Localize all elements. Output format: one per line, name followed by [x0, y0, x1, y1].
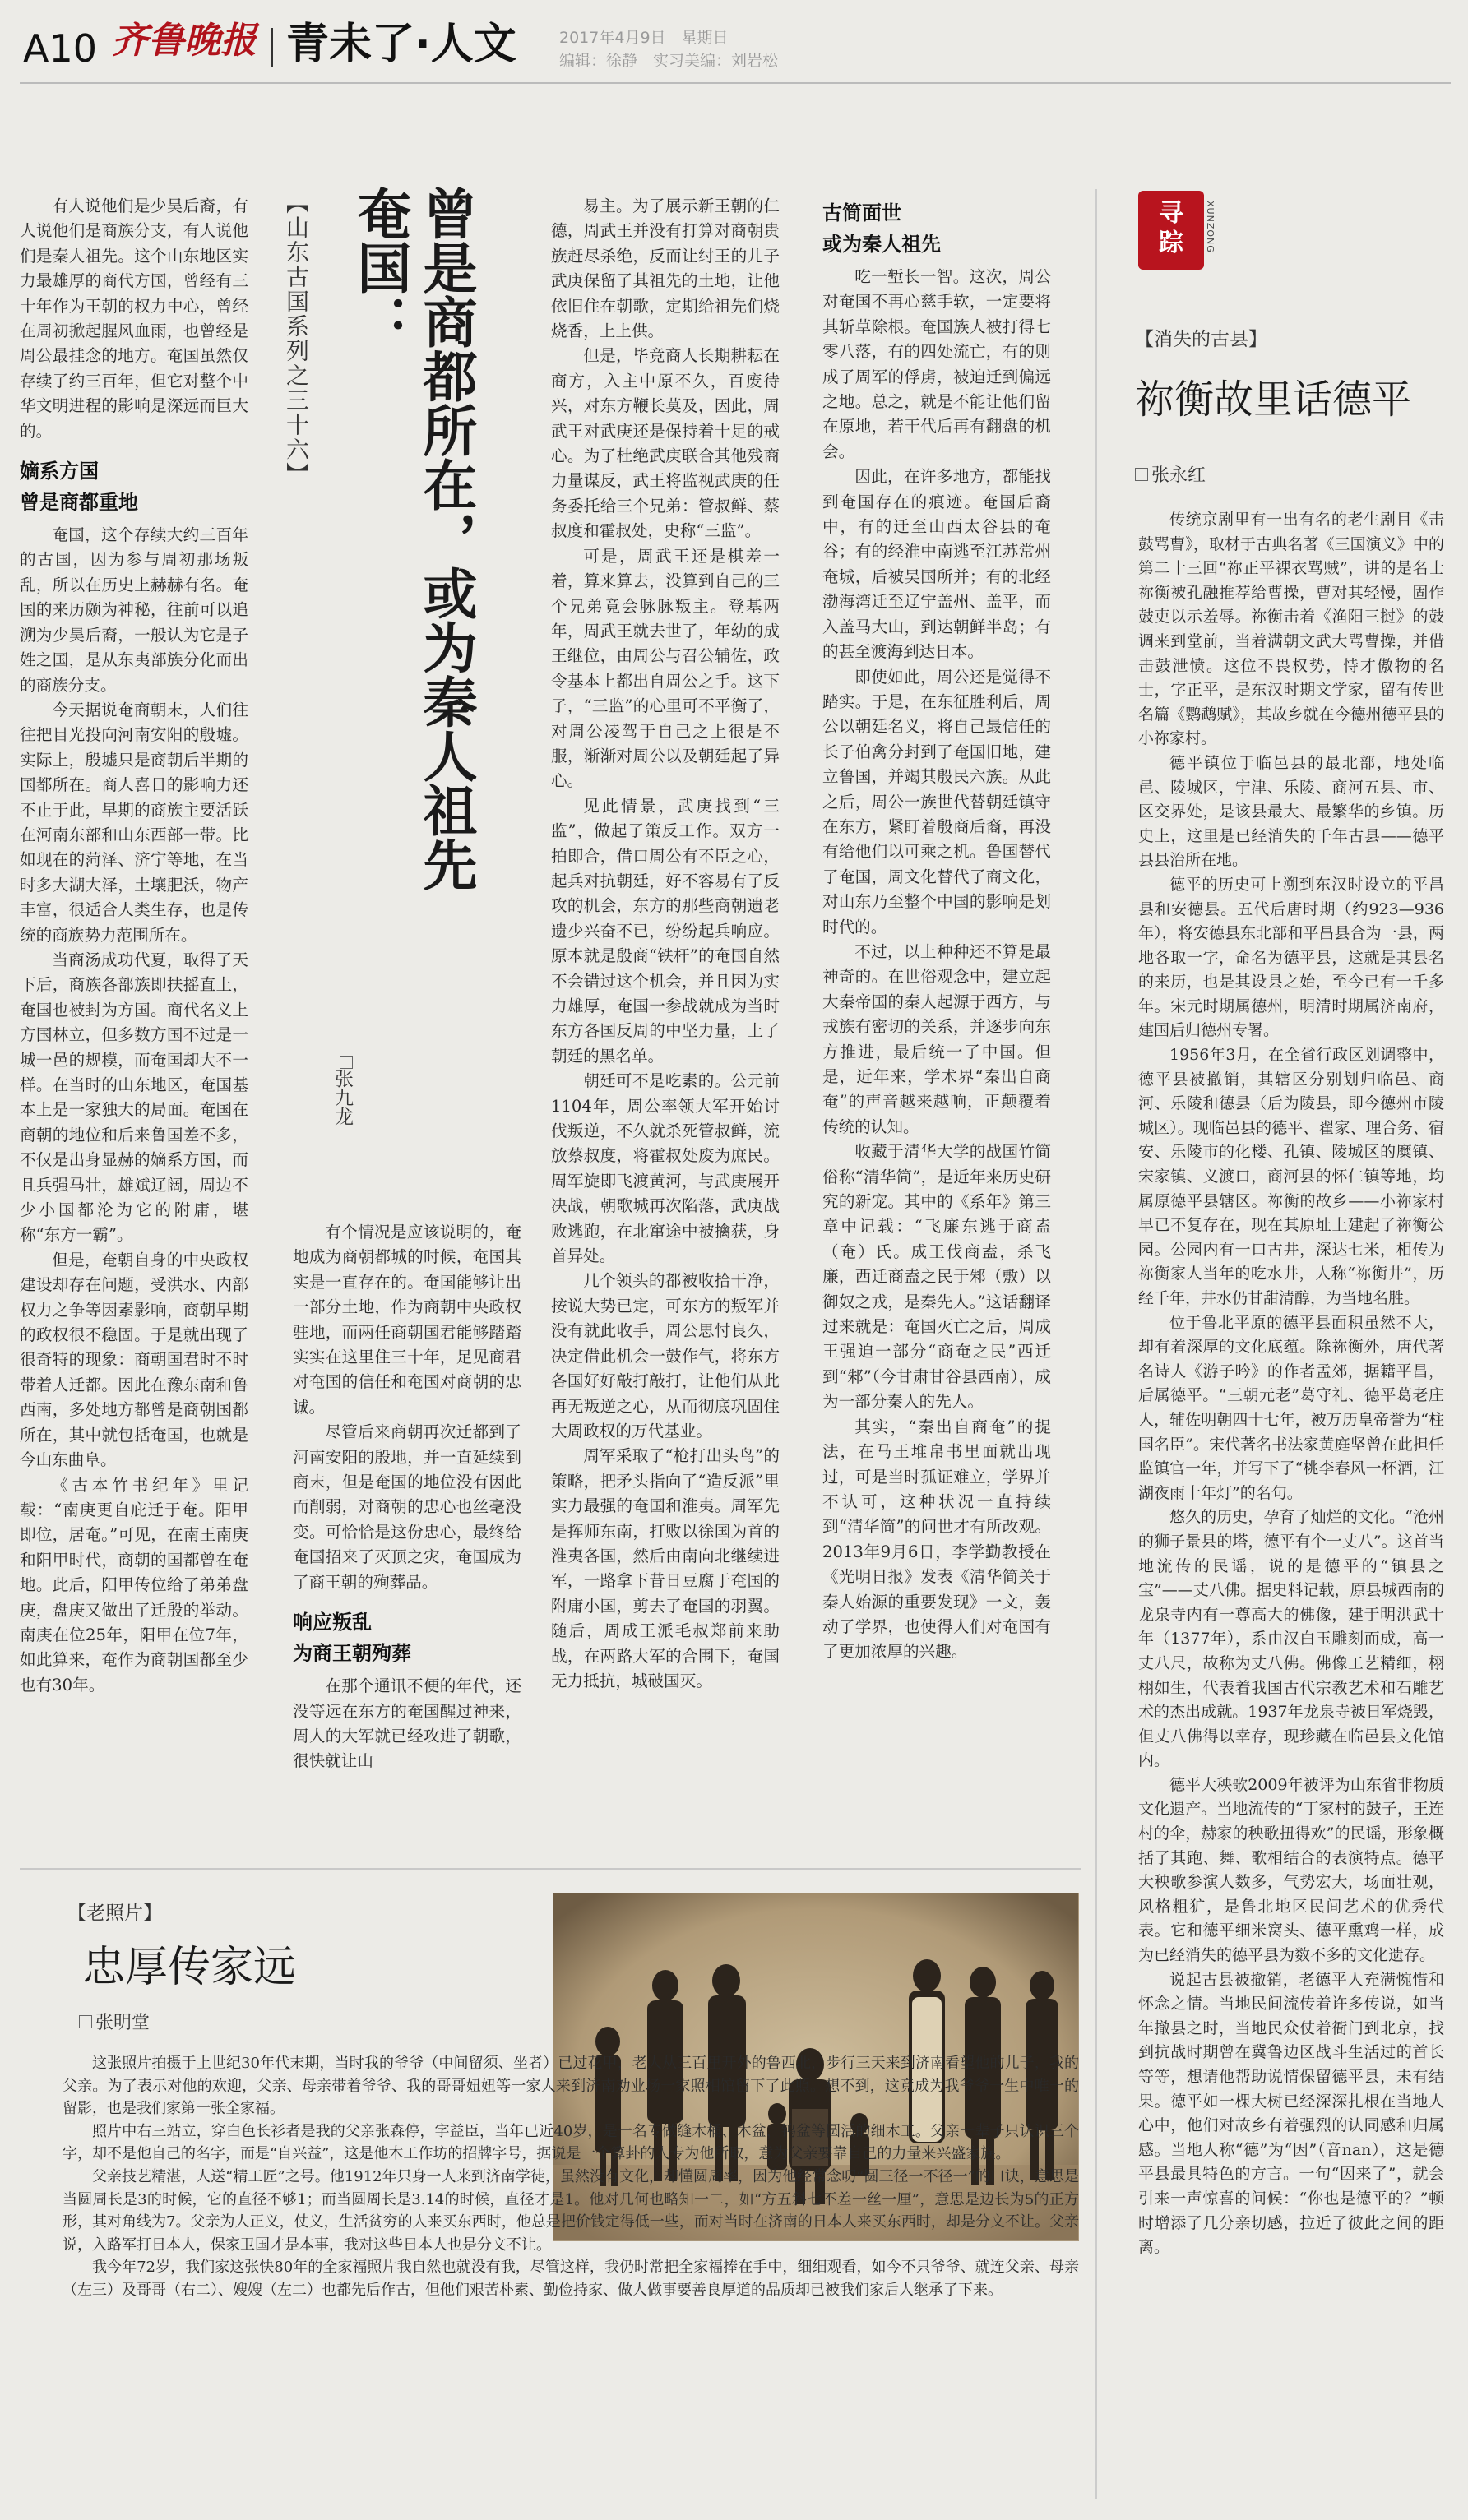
- newspaper-logo: 齐鲁晚报: [112, 20, 257, 62]
- paragraph: 当商汤成功代夏，取得了天下后，商族各部族即扶摇直上，奄国也被封为方国。商代名义上方国林立，但多数方国不过是一城一邑的规模，而奄国却大不一样。在当时的山东地区，奄国基本上是一家独大的局面。奄国在商朝的地位和后来鲁国差不多，不仅是出身显赫的嫡系方国，而且兵强马壮，雄斌辽阔，周边不少小国都沦为它的附庸，堪称“东方一霸”。: [20, 950, 248, 1245]
- headline-country: 奄国：: [348, 186, 411, 349]
- paragraph: 其实，“秦出自商奄”的提法，在马王堆帛书里面就出现过，可是当时孤证难立，学界并不认可，这种状况一直持续到“清华简”的问世才有所改观。2013年9月6日，李学勤教授在《光明日报》发表《清华简关于秦人始源的重要发现》一文，轰动了学界，也使得人们对奄国有了更加浓厚的兴趣。: [822, 1417, 1051, 1662]
- paragraph: 但是，毕竟商人长期耕耘在商方，入主中原不久，百废待兴，对东方鞭长莫及，因此，周武王对武庚还是保持着十足的戒心。为了杜绝武庚联合其他残商力量谋反，武王将监视武庚的任务委托给三个兄弟：管叔鲜、蔡叔度和霍叔处，史称“三监”。: [551, 346, 780, 541]
- section-divider: [20, 1868, 1081, 1870]
- paragraph: 尽管后来商朝再次迁都到了河南安阳的殷地，并一直延续到商末，但是奄国的地位没有因此而削弱，对商朝的忠心也丝毫没变。可恰恰是这份忠心，最终给奄国招来了灭顶之灾，奄国成为了商王朝的殉葬品。: [293, 1422, 521, 1592]
- paragraph: 德平的历史可上溯到东汉时设立的平昌县和安德县。五代后唐时期（约923—936年），将安德县东北部和平昌县合为一县，两地各取一字，命名为德平县，这就是其县名的来历，也是其设县之始，至今已有一千多年。宋元时期属德州，明清时期属济南府，建国后归德州专署。: [1138, 875, 1444, 1040]
- subhead-1a: 嫡系方国: [20, 460, 99, 483]
- paragraph: 1956年3月，在全省行政区划调整中，德平县被撤销，其辖区分别划归临邑、商河、乐陵和德县（后为陵县，即今德州市陵城区）。现临邑县的德平、翟家、理合务、宿安、乐陵市的化楼、孔镇、陵城区的糜镇、宋家镇、义渡口，商河县的怀仁镇等地，均属原德平县辖区。祢衡的故乡——小祢家村早已不复存在，现在其原址上建起了祢衡公园。公园内有一口古井，深达七米，相传为祢衡家人当年的吃水井，人称“祢衡井”，历经千年，井水仍甘甜清醇，为当地名胜。: [1138, 1046, 1444, 1307]
- byline-box-icon: [1135, 468, 1148, 481]
- main-col-2: [293, 1220, 521, 1774]
- byline: [332, 1059, 356, 1126]
- subhead-2a: 响应叛乱: [293, 1611, 372, 1635]
- page-number: A10: [23, 26, 98, 71]
- photo-article-text: [63, 2052, 1079, 2302]
- photo-headline: 忠厚传家远: [82, 1943, 297, 1992]
- paragraph: 我今年72岁，我们家这张快80年的全家福照片我自然也就没有我，尽管这样，我仍时常把全家福捧在手中，细细观看，如今不只爷爷、就连父亲、母亲（左三）及哥哥（右二）、嫂嫂（左二）也都先后作古，但他们艰苦朴素、勤俭持家、做人做事要善良厚道的品质却已被我们家后人继承了下来。: [63, 2259, 1079, 2299]
- paragraph: 几个领头的都被收拾干净，按说大势已定，可东方的叛军并没有就此收手，周公思忖良久，决定借此机会一鼓作气，将东方各国好好敲打敲打，让他们从此再无叛逆之心，从而彻底巩固住大周政权的万代基业。: [551, 1271, 780, 1440]
- section-title: 青未了·人文: [286, 20, 516, 69]
- subhead-3b: 或为秦人祖先: [822, 233, 941, 256]
- main-col-3: [551, 194, 780, 1694]
- author-name: 张明堂: [95, 2013, 151, 2033]
- paragraph: 因此，在许多地方，都能找到奄国存在的痕迹。奄国后裔中，有的迁至山西太谷县的奄谷；有的经淮中南逃至江苏常州奄城，后被吴国所并；有的北经渤海湾迁至辽宁盖州、盖平，而入盖马大山，到达朝鲜半岛；有的甚至渡海到达日本。: [822, 467, 1051, 662]
- xunzong-pinyin: XUNZONG: [1205, 201, 1216, 253]
- subhead-1b: 曾是商都重地: [20, 491, 138, 515]
- byline-box-icon: [79, 2015, 92, 2028]
- paragraph: 但是，奄朝自身的中央政权建设却存在问题，受洪水、内部权力之争等因素影响，商朝早期的政权很不稳固。于是就出现了很奇特的现象：商朝国君时不时带着人迁都。因此在豫东南和鲁西南，多处地方都曾是商朝国都所在，其中就包括奄国，也就是今山东曲阜。: [20, 1250, 248, 1470]
- xunzong-logo: [1138, 191, 1204, 270]
- series-label: 【山东古国系列之三十六】: [283, 191, 310, 487]
- paragraph: 有个情况是应该说明的，奄地成为商朝都城的时候，奄国其实是一直存在的。奄国能够让出一部分土地，作为商朝中央政权驻地，而两任商朝国君能够踏踏实实在这里住三十年，足见商君对奄国的信任和奄国对商朝的忠诚。: [293, 1223, 521, 1417]
- headline: 曾是商都所在，或为秦人祖先: [414, 186, 477, 891]
- photo-tag: 【老照片】: [67, 1903, 162, 1924]
- byline-box-icon: [340, 1056, 353, 1069]
- main-col-1: [20, 194, 248, 1698]
- paragraph: 在那个通讯不便的年代，还没等远在东方的奄国醒过神来，周人的大军就已经攻进了朝歌，很快就让山: [293, 1676, 521, 1771]
- paragraph: 悠久的历史，孕育了灿烂的文化。“沧州的狮子景县的塔，德平有个一丈八”。这首当地流传的民谣，说的是德平的“镇县之宝”——丈八佛。据史料记载，原县城西南的龙泉寺内有一尊高大的佛像，建于明洪武十年（1377年），系由汉白玉雕刻而成，高一丈八尺，故称为丈八佛。佛像工艺精细，栩栩如生，代表着我国古代宗教艺术和石雕艺术的杰出成就。1937年龙泉寺被日军烧毁，但丈八佛得以幸存，现珍藏在临邑县文化馆内。: [1138, 1508, 1444, 1770]
- paragraph: 有人说他们是少昊后裔，有人说他们是商族分支，有人说他们是秦人祖先。这个山东地区实力最雄厚的商代方国，曾经有三十年作为王朝的权力中心，曾经在周初掀起腥风血雨，也曾经是周公最挂念的地方。奄国虽然仅存续了约三百年，但它对整个中华文明进程的影响是深远而巨大的。: [20, 197, 248, 441]
- paragraph: 不过，以上种种还不算是最神奇的。在世俗观念中，建立起大秦帝国的秦人起源于西方，与戎族有密切的关系，并逐步向东方推进，最后统一了中国。但是，近年来，学术界“秦出自商奄”的声音越来越响，正颠覆着传统的认知。: [822, 941, 1051, 1136]
- paragraph: 收藏于清华大学的战国竹简俗称“清华简”，是近年来历史研究的新宠。其中的《系年》第三章中记载：“飞廉东逃于商盍（奄）氏。成王伐商盍，杀飞廉，西迁商盍之民于邾（敷）以御奴之戎，是秦先人。”这话翻译过来就是：奄国灭亡之后，周成王强迫一部分“商奄之民”西迁到“邾”（今甘肃甘谷县西南），成为一部分秦人的先人。: [822, 1142, 1051, 1412]
- editor-credits: 编辑：徐静 实习美编：刘岩松: [559, 52, 779, 70]
- xunzong-logo-text: 寻踪: [1159, 199, 1183, 257]
- paragraph: 即使如此，周公还是觉得不踏实。于是，在东征胜利后，周公以朝廷名义，将自己最信任的长子伯禽分封到了奄国旧地，建立鲁国，并竭其殷民六族。从此之后，周公一族世代替朝廷镇守在东方，紧盯着殷商后裔，再没有给他们以可乘之机。鲁国替代了奄国，周文化替代了商文化，对山东乃至整个中国的影响是划时代的。: [822, 667, 1051, 936]
- paragraph: 传统京剧里有一出有名的老生剧目《击鼓骂曹》，取材于古典名著《三国演义》中的第二十三回“祢正平裸衣骂贼”，讲的是名士祢衡被孔融推荐给曹操，曹对其轻慢，固作鼓吏以示羞辱。祢衡击着《渔阳三挝》的鼓调来到堂前，当着满朝文武大骂曹操，并借击鼓泄愤。这位不畏权势，恃才傲物的名士，字正平，是东汉时期文学家，留有传世名篇《鹦鹉赋》，其故乡就在今德州德平县的小祢家村。: [1138, 511, 1444, 748]
- paragraph: 吃一堑长一智。这次，周公对奄国不再心慈手软，一定要将其斩草除根。奄国族人被打得七零八落，有的四处流亡，有的则成了周军的俘虏，被迫迁到偏远之地。总之，就是不能让他们留在原地，若干代后再有翻盘的机会。: [822, 267, 1051, 461]
- paragraph: 易主。为了展示新王朝的仁德，周武王并没有打算对商朝贵族赶尽杀绝，反而让纣王的儿子武庚保留了其祖先的土地，让他依旧住在朝歌，定期给祖先们烧烧香，上上供。: [551, 197, 780, 341]
- right-col: [1138, 508, 1444, 2260]
- paragraph: 位于鲁北平原的德平县面积虽然不大，却有着深厚的文化底蕴。除祢衡外，唐代著名诗人《游子吟》的作者孟郊，据籍平昌，后属德平。“三朝元老”葛守礼、德平葛老庄人，辅佐明朝四十七年，被万历皇帝誉为“柱国名臣”。宋代著名书法家黄庭坚曾在此担任监镇官一年，并写下了“桃李春风一杯酒，江湖夜雨十年灯”的名句。: [1138, 1313, 1444, 1502]
- paragraph: 可是，周武王还是棋差一着，算来算去，没算到自己的三个兄弟竟会脉脉叛主。登基两年，周武王就去世了，年幼的成王继位，由周公与召公辅佐，政令基本上都出自周公之手。这下子，“三监”的心里可不平衡了，对周公凌驾于自己之上很是不服，渐渐对周公以及朝廷起了异心。: [551, 546, 780, 791]
- paragraph: 朝廷可不是吃素的。公元前1104年，周公率领大军开始讨伐叛逆，不久就杀死管叔鲜，流放蔡叔度，将霍叔处废为庶民。周军旋即飞渡黄河，与武庚展开决战，朝歌城再次陷落，武庚战败逃跑，在北窜途中被擒获，身首异处。: [551, 1071, 780, 1266]
- right-headline: 祢衡故里话德平: [1135, 377, 1412, 423]
- paragraph: 奄国，这个存续大约三百年的古国，因为参与周初那场叛乱，所以在历史上赫赫有名。奄国的来历颇为神秘，往前可以追溯为少昊后裔，一般认为它是子姓之国，是从东夷部族分化而出的商族分支。: [20, 525, 248, 695]
- subhead-2b: 为商王朝殉葬: [293, 1642, 411, 1666]
- paragraph: 德平大秧歌2009年被评为山东省非物质文化遗产。当地流传的“丁家村的鼓子，王连村的伞，赫家的秧歌扭得欢”的民谣，形象概括了其跑、舞、歌相结合的表演特点。德平大秧歌参演人数多，气势宏大，场面壮观，风格粗犷，是鲁北地区民间艺术的优秀代表。它和德平细米窝头、德平熏鸡一样，成为已经消失的德平县为数不多的文化遗存。: [1138, 1775, 1444, 1965]
- paragraph: 今天据说奄商朝末，人们往往把目光投向河南安阳的殷墟。实际上，殷墟只是商朝后半期的国都所在。商人喜日的影响力还不止于此，早期的商族主要活跃在河南东部和山东西部一带。比如现在的菏泽、济宁等地，在当时多大湖大泽，土壤肥沃，物产丰富，很适合人类生存，也是传统的商族势力范围所在。: [20, 700, 248, 945]
- issue-date: 2017年4月9日 星期日: [559, 29, 729, 47]
- masthead-rule: [20, 82, 1451, 84]
- paragraph: 见此情景，武庚找到“三监”，做起了策反工作。双方一拍即合，借口周公有不臣之心，起兵对抗朝廷，好不容易有了反攻的机会，东方的那些商朝遗老遗少兴奋不已，纷纷起兵响应。原本就是殷商“铁杆”的奄国自然不会错过这个机会，并且因为实力雄厚，奄国一参战就成为当时东方各国反周的中坚力量，上了朝廷的黑名单。: [551, 796, 780, 1066]
- column-divider: [1095, 189, 1097, 2499]
- subhead-3a: 古简面世: [822, 201, 901, 224]
- paragraph: 照片中右三站立，穿白色长衫者是我的父亲张森停，字益臣，当年已近40岁，是一名专做缝木桶、木盆，钨盆等圆活的细木工。父亲一辈子只认识三个字，却不是他自己的名字，而是“自兴益”，这是他木工作坊的招牌字号，据说是一个算卦的人专为他所取，意为父亲要靠自己的力量来兴盛家族。: [63, 2122, 1079, 2163]
- main-col-4: [822, 197, 1051, 1665]
- author-name: 张九龙: [331, 1069, 353, 1126]
- paragraph: 周军采取了“枪打出头鸟”的策略，把矛头指向了“造反派”里实力最强的奄国和淮夷。周军先是挥师东南，打败以徐国为首的淮夷各国，然后由南向北继续进军，一路拿下昔日豆腐于奄国的附庸小国，剪去了奄国的羽翼。随后，周成王派毛叔郑前来助战，在两路大军的合围下，奄国无力抵抗，城破国灭。: [551, 1446, 780, 1690]
- author-name: 张永红: [1151, 465, 1206, 486]
- paragraph: 《古本竹书纪年》里记载：“南庚更自庇迁于奄。阳甲即位，居奄。”可见，在南王南庚和阳甲时代，商朝的国都曾在奄地。此后，阳甲传位给了弟弟盘庚，盘庚又做出了迁殷的举动。南庚在位25年，阳甲在位7年，如此算来，奄作为商朝国都至少也有30年。: [20, 1475, 248, 1695]
- column-tag: 【消失的古县】: [1135, 329, 1267, 350]
- right-byline: [1135, 467, 1206, 485]
- paragraph: 父亲技艺精湛，人送“精工匠”之号。他1912年只身一人来到济南学徒，虽然没有文化，却懂圆周率，因为他经常念叨“圆三径一不径一”的口诀，意思是当圆周长是3的时候，它的直径不够1；而当圆周长是3.14的时候，直径才是1。他对几何也略知一二，如“方五斜七不差一丝一厘”，意思是边长为5的正方形，其对角线为7。父亲为人正义，仗义，生活贫穷的人来买东西时，他总是把价钱定得低一些，而对当时在济南的日本人来买东西时，却是分文不让。父亲说，入路军打日本人，保家卫国才是本事，我对这些日本人也是分文不让。: [63, 2167, 1079, 2254]
- masthead-divider: [271, 28, 273, 67]
- paragraph: 德平镇位于临邑县的最北部，地处临邑、陵城区，宁津、乐陵、商河五县、市、区交界处，是该县最大、最繁华的乡镇。历史上，这里是已经消失的千年古县——德平县县治所在地。: [1138, 753, 1444, 870]
- paragraph: 说起古县被撤销，老德平人充满惋惜和怀念之情。当地民间流传着许多传说，如当年撤县之时，当地民众仗着衙门到北京，找到抗战时期曾在冀鲁边区战斗生活过的首长等等，想请他帮助说情保留德平县，未有结果。德平如一棵大树已经深深扎根在当地人心中，他们对故乡有着强烈的认同感和归属感。当地人称“德”为“因”（音nan），这是德平县最具特色的方言。一句“因来了”，就会引来一声惊喜的问候：“你也是德平的？”顿时增添了几分亲切感，拉近了彼此之间的距离。: [1138, 1970, 1444, 2257]
- paragraph: 这张照片拍摄于上世纪30年代末期，当时我的爷爷（中间留须、坐者）已过花甲，老人从三百里开外的鲁西北，步行三天来到济南看望他的儿子，我的父亲。为了表示对他的欢迎，父亲、母亲带着爷爷、我的哥哥妞妞等一家人来到济南劝业场一家照相馆留下了此照。想不到，这竟成为我爷爷一生中唯一的留影，也是我们家第一张全家福。: [63, 2055, 1079, 2118]
- photo-byline: [79, 2014, 150, 2032]
